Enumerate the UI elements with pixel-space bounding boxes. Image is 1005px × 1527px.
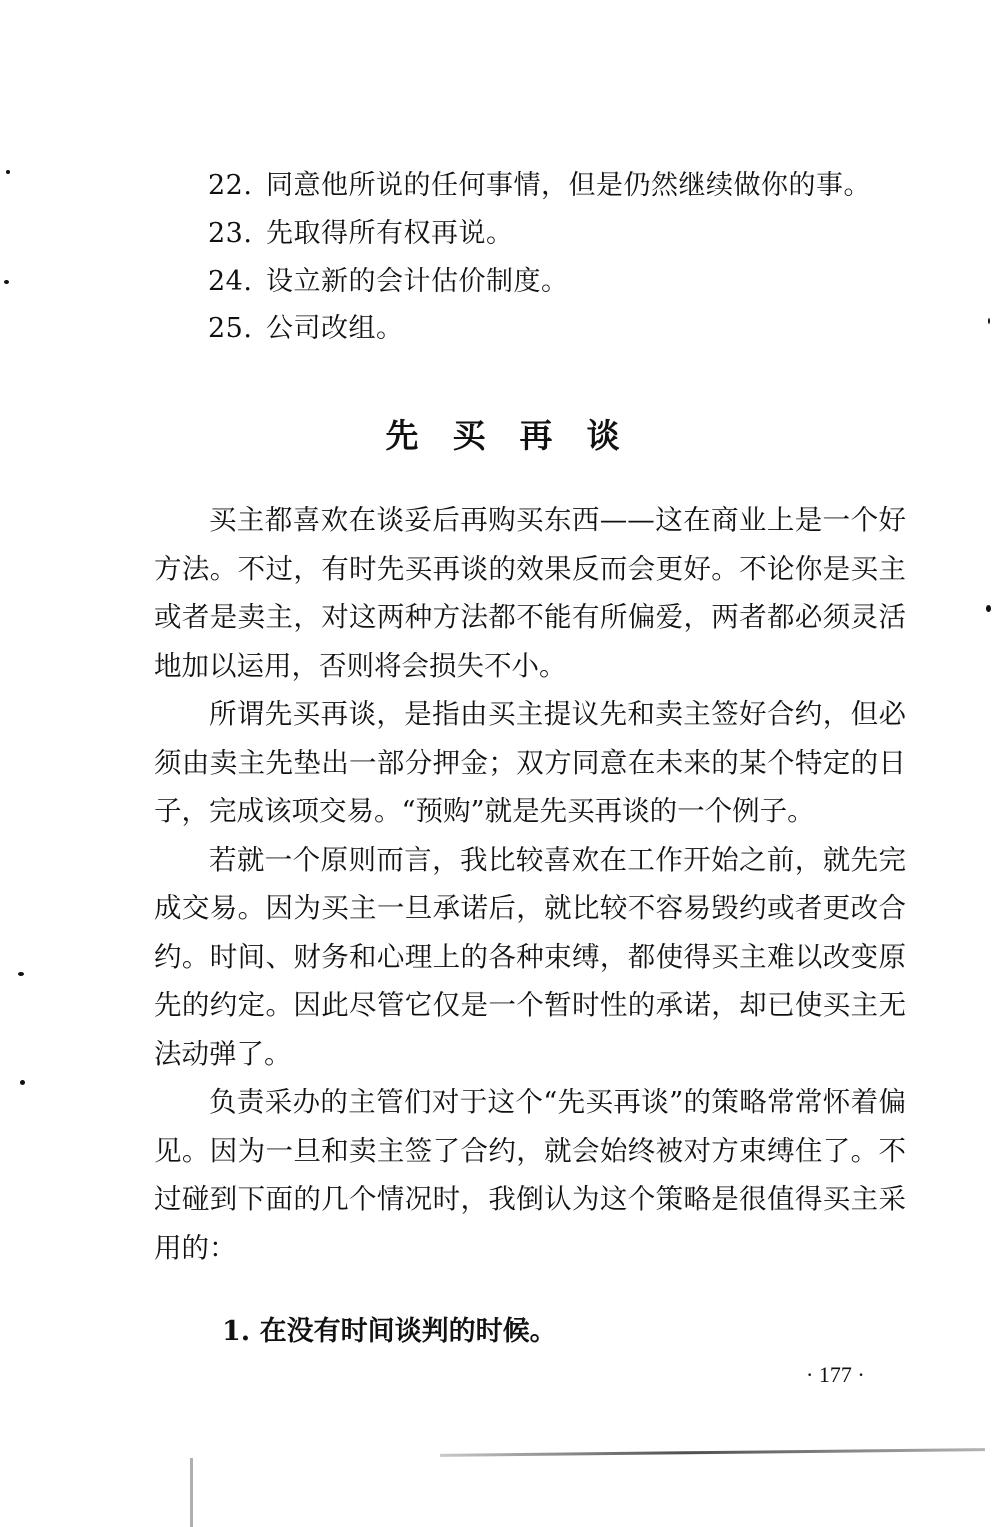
item-text: 在没有时间谈判的时候。 (259, 1316, 557, 1347)
paragraph: 负责采办的主管们对于这个“先买再谈”的策略常常怀着偏见。因为一旦和卖主签了合约，就会始终被对方束缚住了。不过碰到下面的几个情况时，我倒认为这个策略是很值得买主采用的： (154, 1086, 906, 1264)
list-item-number: 24. (208, 266, 253, 297)
paragraph: 若就一个原则而言，我比较喜欢在工作开始之前，就先完成交易。因为买主一旦承诺后，就比较不容易毁约或者更改合约。时间、财务和心理上的各种束缚，都使得买主难以改变原先的约定。因此尽管它仅是一个暂时性的承诺，却已使买主无法动弹了。 (154, 843, 906, 1070)
list-item-25 (208, 311, 404, 347)
scan-speck (18, 972, 24, 976)
list-item-text: 先取得所有权再说。 (266, 218, 514, 249)
paragraph: 买主都喜欢在谈妥后再购买东西——这在商业上是一个好方法。不过，有时先买再谈的效果反而会更好。不论你是买主或者是卖主，对这两种方法都不能有所偏爱，两者都必须灵活地加以运用，否则将会损失不小。 (154, 504, 906, 682)
list-item-text: 同意他所说的任何事情，但是仍然继续做你的事。 (266, 170, 871, 201)
page-number: · 177 · (806, 1362, 865, 1387)
scan-speck (6, 170, 10, 174)
section-title: 先买再谈 (385, 416, 654, 455)
body-text (154, 496, 906, 1272)
list-item-24 (208, 264, 569, 300)
scan-speck (4, 280, 9, 284)
list-item-22 (208, 168, 871, 204)
scan-speck (986, 605, 991, 612)
paragraph: 所谓先买再谈，是指由买主提议先和卖主签好合约，但必须由卖主先垫出一部分押金；双方同意在未来的某个特定的日子，完成该项交易。“预购”就是先买再谈的一个例子。 (154, 698, 906, 827)
scan-speck (988, 318, 990, 324)
list-item-number: 25. (208, 313, 253, 344)
list-item-23 (208, 216, 514, 252)
list-item-number: 22. (208, 170, 253, 201)
list-item-text: 设立新的会计估价制度。 (266, 266, 569, 297)
item-number: 1. (222, 1316, 251, 1347)
list-item-number: 23. (208, 218, 253, 249)
scan-speck (20, 1080, 25, 1085)
numbered-item-1 (222, 1312, 557, 1352)
scan-artifact-line (440, 1448, 985, 1457)
scan-artifact-edge (190, 1458, 193, 1527)
list-item-text: 公司改组。 (266, 313, 404, 344)
